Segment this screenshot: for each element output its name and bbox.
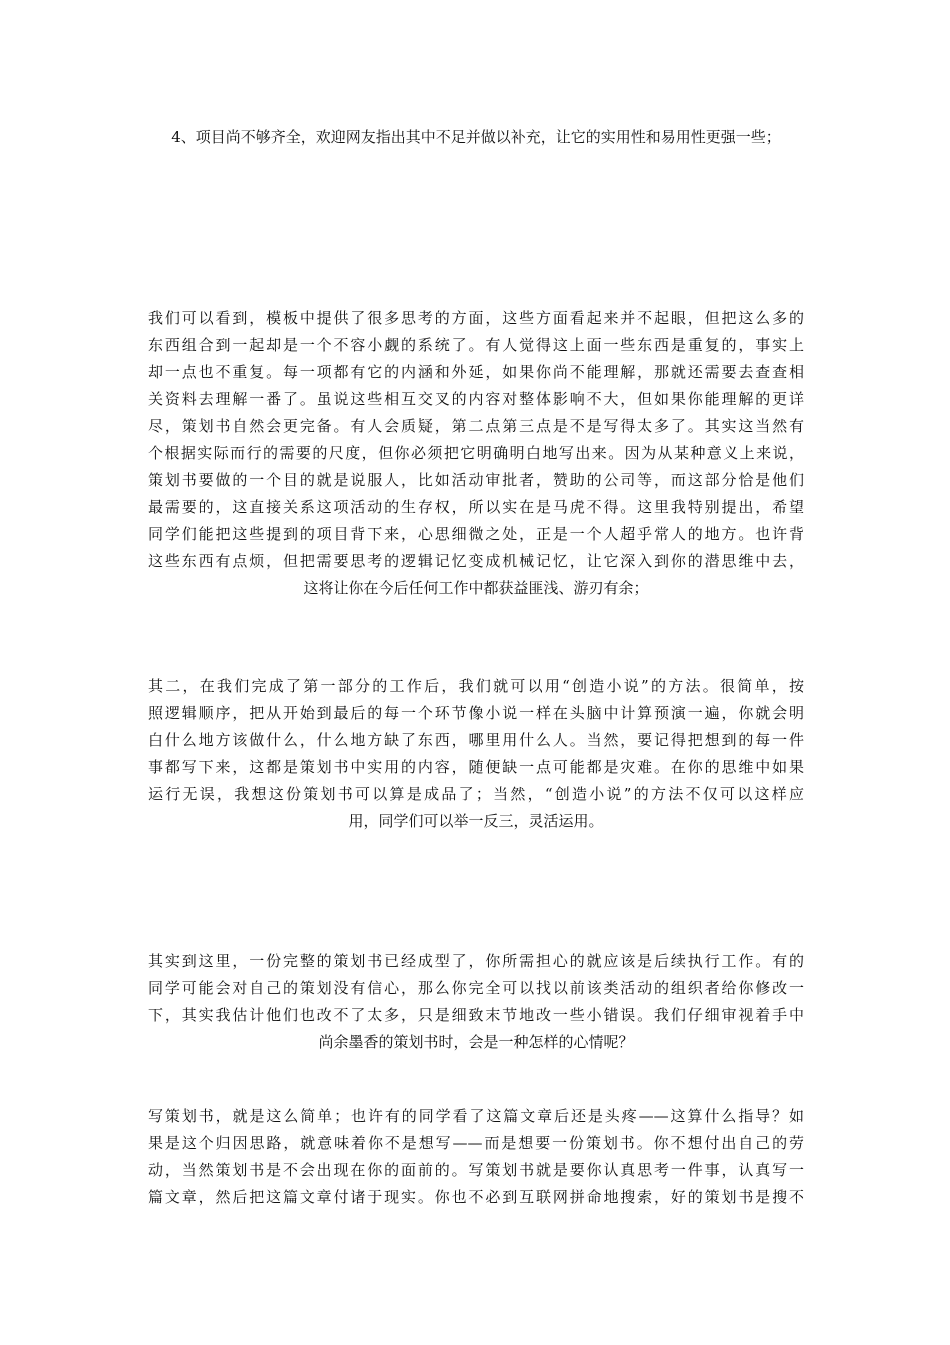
paragraph-line: 尽，策划书自然会更完备。有人会质疑，第二点第三点是不是写得太多了。其实这当然有	[148, 417, 804, 435]
paragraph-line: 下，其实我估计他们也改不了太多，只是细致末节地改一些小错误。我们仔细审视着手中	[148, 1006, 804, 1024]
paragraph-line: 同学可能会对自己的策划没有信心，那么你完全可以找以前该类活动的组织者给你修改一	[148, 979, 804, 997]
paragraph-line: 其二，在我们完成了第一部分的工作后，我们就可以用“创造小说”的方法。很简单，按	[148, 677, 804, 695]
paragraph-template-discussion	[148, 305, 804, 602]
paragraph-line: 最需要的，这直接关系这项活动的生存权，所以实在是马虎不得。这里我特别提出，希望	[148, 498, 804, 516]
paragraph-line: 运行无误，我想这份策划书可以算是成品了；当然，“创造小说”的方法不仅可以这样应	[148, 785, 804, 803]
paragraph-line: 写策划书，就是这么简单；也许有的同学看了这篇文章后还是头疼——这算什么指导？如	[148, 1107, 804, 1125]
paragraph-line: 白什么地方该做什么，什么地方缺了东西，哪里用什么人。当然，要记得把想到的每一件	[148, 731, 804, 749]
paragraph-line: 我们可以看到，模板中提供了很多思考的方面，这些方面看起来并不起眼，但把这么多的	[148, 309, 804, 327]
paragraph-line: 篇文章，然后把这篇文章付诸于现实。你也不必到互联网拼命地搜索，好的策划书是搜不	[148, 1188, 804, 1206]
paragraph-line: 事都写下来，这都是策划书中实用的内容，随便缺一点可能都是灾难。在你的思维中如果	[148, 758, 804, 776]
paragraph-line: 个根据实际而行的需要的尺度，但你必须把它明确明白地写出来。因为从某种意义上来说，	[148, 444, 804, 462]
paragraph-line: 其实到这里，一份完整的策划书已经成型了，你所需担心的就应该是后续执行工作。有的	[148, 952, 804, 970]
paragraph-line: 果是这个归因思路，就意味着你不是想写——而是想要一份策划书。你不想付出自己的劳	[148, 1134, 804, 1152]
paragraph-line: 这些东西有点烦，但把需要思考的逻辑记忆变成机械记忆，让它深入到你的潜思维中去，	[148, 552, 804, 570]
paragraph-conclusion	[148, 1103, 804, 1211]
paragraph-line: 却一点也不重复。每一项都有它的内涵和外延，如果你尚不能理解，那就还需要去查查相	[148, 363, 804, 381]
paragraph-finished-plan	[148, 948, 804, 1056]
paragraph-line: 关资料去理解一番了。虽说这些相互交叉的内容对整体影响不大，但如果你能理解的更详	[148, 390, 804, 408]
list-item-4	[146, 124, 806, 151]
paragraph-line: 同学们能把这些提到的项目背下来，心思细微之处，正是一个人超乎常人的地方。也许背	[148, 525, 804, 543]
paragraph-line: 用，同学们可以举一反三，灵活运用。	[348, 812, 604, 830]
paragraph-line: 东西组合到一起却是一个不容小觑的系统了。有人觉得这上面一些东西是重复的，事实上	[148, 336, 804, 354]
paragraph-line: 这将让你在今后任何工作中都获益匪浅、游刃有余；	[303, 579, 649, 597]
paragraph-line: 照逻辑顺序，把从开始到最后的每一个环节像小说一样在头脑中计算预演一遍，你就会明	[148, 704, 804, 722]
paragraph-line: 策划书要做的一个目的就是说服人，比如活动审批者，赞助的公司等，而这部分恰是他们	[148, 471, 804, 489]
list-item-text: 4、项目尚不够齐全，欢迎网友指出其中不足并做以补充，让它的实用性和易用性更强一些；	[171, 128, 781, 146]
paragraph-create-novel	[148, 673, 804, 835]
paragraph-line: 尚余墨香的策划书时，会是一种怎样的心情呢？	[318, 1033, 634, 1051]
paragraph-line: 动，当然策划书是不会出现在你的面前的。写策划书就是要你认真思考一件事，认真写一	[148, 1161, 804, 1179]
